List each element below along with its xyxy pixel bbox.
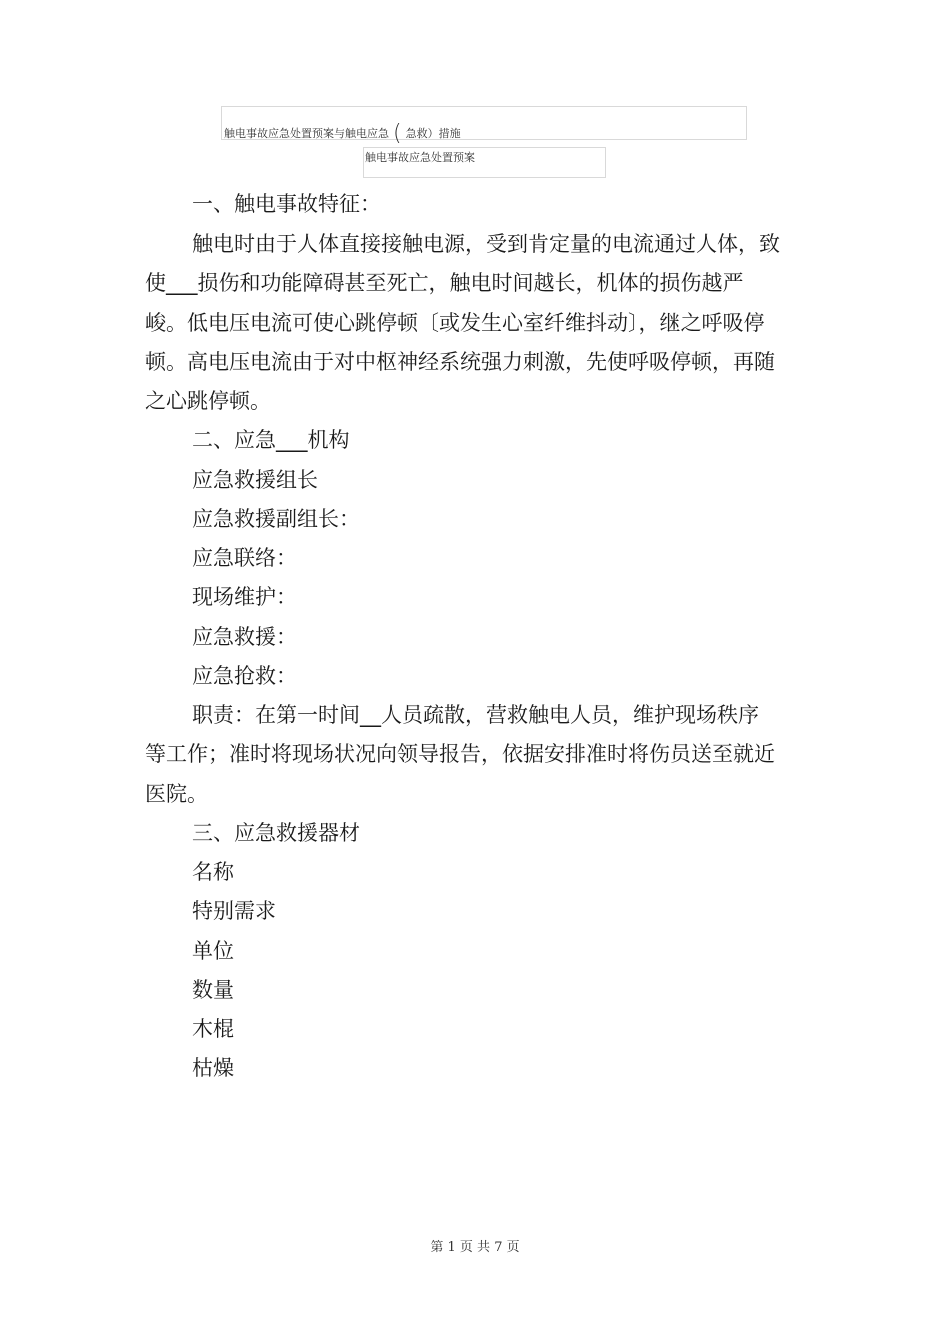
header-title-part2: 急救）措施 [405,127,461,140]
header-title-box [221,106,747,146]
paragraph-line: 等工作；准时将现场状况向领导报告，依据安排准时将伤员送至就近 [145,742,775,766]
header-subtitle-box [363,147,606,178]
paragraph-line: 峻。低电压电流可使心跳停顿〔或发生心室纤维抖动〕，继之呼吸停 [145,311,765,335]
paragraph-line: 使___损伤和功能障碍甚至死亡，触电时间越长，机体的损伤越严 [145,271,744,295]
section-heading-3: 三、应急救援器材 [192,821,360,845]
header-title-paren: ( [393,121,402,146]
paragraph-line: 职责：在第一时间__人员疏散，营救触电人员，维护现场秩序 [192,703,759,727]
header-subtitle: 触电事故应急处置预案 [365,151,475,164]
list-item: 应急救援： [192,625,297,649]
paragraph-line: 医院。 [145,782,208,806]
section-heading-2: 二、应急___机构 [192,428,350,452]
paragraph-line: 之心跳停顿。 [145,389,271,413]
list-item: 木棍 [192,1017,234,1041]
list-item: 应急联络： [192,546,297,570]
header-title-part1: 触电事故应急处置预案与触电应急 [224,127,389,140]
header-title [224,118,461,146]
paragraph-line: 顿。高电压电流由于对中枢神经系统强力刺激，先使呼吸停顿，再随 [145,350,775,374]
list-item: 数量 [192,978,234,1002]
list-item: 应急救援组长 [192,468,318,492]
list-item: 现场维护： [192,585,297,609]
list-item: 应急抢救： [192,664,297,688]
paragraph-line: 触电时由于人体直接接触电源，受到肯定量的电流通过人体，致 [192,232,780,256]
list-item: 特别需求 [192,899,276,923]
section-heading-1: 一、触电事故特征： [192,192,381,216]
list-item: 应急救援副组长： [192,507,360,531]
page-number: 第 1 页 共 7 页 [430,1240,520,1255]
list-item: 枯燥 [192,1056,234,1080]
list-item: 名称 [192,860,234,884]
list-item: 单位 [192,939,234,963]
